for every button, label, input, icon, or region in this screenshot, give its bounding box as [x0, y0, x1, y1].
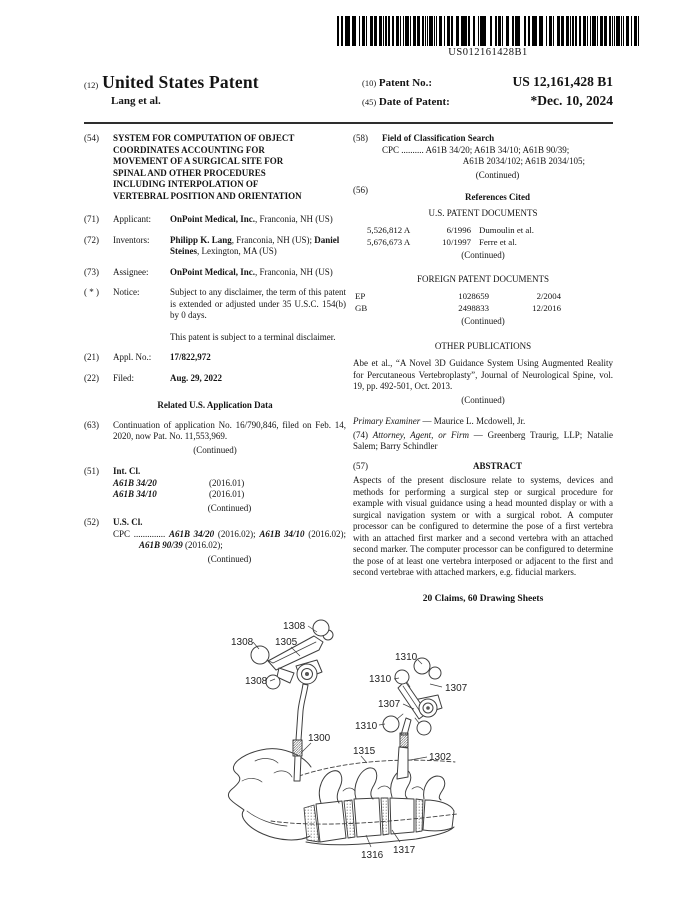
abstract-heading: ABSTRACT	[472, 460, 522, 471]
ref-label-1310-mid: 1310	[369, 674, 392, 685]
section-notice	[84, 287, 346, 343]
pin-knurl	[293, 740, 302, 756]
vertebral-body	[390, 798, 414, 834]
field-72: (72)	[84, 234, 99, 245]
foreign-date: 12/2016	[532, 302, 561, 313]
int-cl-year: (2016.01)	[209, 489, 245, 499]
section-abstract	[353, 461, 613, 473]
ref-label-1315: 1315	[353, 746, 376, 757]
patent-drawing-spine-markers	[211, 611, 496, 899]
invention-title: SYSTEM FOR COMPUTATION OF OBJECT COORDINATES ACCOUNTING FOR MOVEMENT OF A SURGICAL SITE FOR SPINAL AND OTHER PROCEDURES INCLUDING INTERPOLATION OF VERTEBRAL POSITION AND ORIENTATION	[113, 133, 302, 201]
field-search-heading: Field of Classification Search	[382, 133, 495, 143]
assignee-value: OnPoint Medical, Inc., Franconia, NH (US)	[170, 266, 333, 277]
marker-sphere	[383, 716, 399, 732]
disc	[381, 798, 389, 835]
ref-label-1307-mid: 1307	[378, 699, 401, 710]
spinous-process	[319, 771, 341, 803]
cpc-label: CPC	[113, 528, 131, 539]
marker-sphere	[429, 667, 441, 679]
continuation-text: Continuation of application No. 16/790,846, filed on Feb. 14, 2020, now Pat. No. 11,553,969.	[113, 419, 346, 441]
header-divider	[84, 122, 613, 124]
header-left	[84, 72, 354, 107]
field-search-line2: A61B 2034/102; A61B 2034/105;	[462, 156, 585, 166]
patent-number-label	[362, 77, 432, 89]
marker-sphere	[266, 675, 280, 689]
attorney-line: (74) Attorney, Agent, or Firm — Greenberg Traurig, LLP; Natalie Salem; Barry Schindler	[353, 429, 614, 451]
foreign-number: 1028659	[458, 291, 489, 301]
assignee-label: Assignee:	[113, 266, 149, 277]
int-cl-heading: Int. Cl.	[113, 466, 141, 476]
ref-label-1305: 1305	[275, 637, 298, 648]
us-patent-row	[353, 237, 613, 249]
field-51: (51)	[84, 466, 99, 476]
continued-note: (Continued)	[207, 502, 252, 513]
ref-label-1307-right: 1307	[445, 683, 468, 694]
cpc-dots: ..............	[133, 528, 166, 539]
header-right	[362, 74, 613, 112]
int-cl-row	[113, 478, 346, 490]
patent-date-value: *Dec. 10, 2024	[530, 93, 613, 108]
field-57: (57)	[353, 460, 368, 471]
us-cl-heading: U.S. Cl.	[113, 517, 143, 527]
field-71: (71)	[84, 214, 99, 224]
field-56: (56)	[353, 185, 368, 195]
section-title	[84, 133, 346, 202]
ref-label-1308-top: 1308	[283, 621, 306, 632]
continued-note: (Continued)	[475, 169, 520, 180]
primary-examiner-line: Primary Examiner — Maurice L. Mcdowell, Jr.	[353, 416, 526, 426]
appl-no-value: 17/822,972	[170, 352, 211, 362]
continued-note: (Continued)	[461, 316, 505, 326]
foreign-patent-row	[353, 291, 613, 303]
abstract-text: Aspects of the present disclosure relate to systems, devices and methods for performing a surgical step or surgical procedure for example with visual guidance using a head mounted display or with a surgical navigation system or with a surgical robot. A computer processor can be configured to determine the pose of a first vertebra with an attached first marker and a second vertebra with an attached second marker. The computer processor can be configured to determine the pose of at least one vertebra interposed or adjacent to the first and second vertebrae with attached markers, e.g. fiducial markers.	[353, 475, 613, 577]
section-assignee	[84, 267, 346, 279]
references-heading: References Cited	[464, 192, 531, 202]
us-patent-row	[353, 225, 613, 237]
kind-code-number: (12)	[84, 80, 99, 90]
section-continuation	[84, 420, 346, 443]
patent-number-caption: Patent No.:	[378, 77, 433, 89]
cpc-codes: A61B 34/20 (2016.02); A61B 34/10 (2016.02); A61B 90/39 (2016.02);	[139, 528, 347, 550]
spinous-process	[424, 776, 445, 800]
related-data-heading: Related U.S. Application Data	[157, 400, 273, 410]
marker-sphere	[313, 620, 329, 636]
spine-drawing	[228, 749, 457, 845]
right-column	[353, 133, 613, 605]
patent-doc-name: Ferre et al.	[479, 236, 517, 247]
patent-doc-date: 6/1996	[446, 225, 471, 235]
blade-1302	[397, 747, 408, 779]
foreign-country: GB	[355, 302, 368, 313]
inventor-short-name: Lang et al.	[111, 95, 161, 107]
int-cl-row	[113, 489, 346, 501]
ref-label-1308-low: 1308	[245, 676, 268, 687]
field-63: (63)	[84, 419, 99, 430]
vertebral-body	[354, 798, 381, 837]
pin-tip	[294, 756, 301, 781]
field-58: (58)	[353, 133, 368, 143]
applicant-value: OnPoint Medical, Inc., Franconia, NH (US)	[170, 214, 333, 224]
field-21: (21)	[84, 352, 99, 362]
pin-knurl	[400, 733, 408, 747]
disc	[416, 799, 423, 832]
field-73: (73)	[84, 266, 99, 277]
vertebral-body	[316, 801, 346, 842]
ref-label-1302: 1302	[429, 752, 452, 763]
section-inventors	[84, 235, 346, 258]
section-int-cl	[84, 466, 346, 514]
section-filed	[84, 373, 346, 385]
notice-paragraph-2: This patent is subject to a terminal disclaimer.	[170, 331, 336, 342]
other-pubs-text: Abe et al., “A Novel 3D Guidance System Using Augmented Reality for Percutaneous Vertebroplasty”, Journal of Neurological Spine, vol. 19, pp. 492-501, Oct. 2013.	[353, 358, 613, 391]
patent-date-row	[362, 93, 613, 109]
other-pubs-heading: OTHER PUBLICATIONS	[434, 340, 532, 351]
document-kind-title: United States Patent	[102, 72, 259, 92]
interpolation-line-lower	[271, 814, 457, 824]
inventors-value: Philipp K. Lang, Franconia, NH (US); Daniel Steines, Lexington, MA (US)	[170, 234, 340, 256]
field-54: (54)	[84, 133, 99, 143]
foreign-patent-row	[353, 303, 613, 315]
us-patent-docs-heading: U.S. PATENT DOCUMENTS	[428, 207, 538, 218]
int-cl-year: (2016.01)	[209, 477, 245, 488]
continued-note: (Continued)	[461, 250, 505, 260]
patent-date-caption: Date of Patent:	[378, 96, 450, 108]
foreign-number: 2498833	[458, 302, 489, 313]
field-search-line1: CPC .......... A61B 34/20; A61B 34/10; A61B 90/39;	[382, 144, 570, 155]
applicant-label: Applicant:	[113, 214, 151, 224]
ref-label-1310-top: 1310	[395, 652, 418, 663]
patent-doc-number: 5,526,812 A	[367, 225, 411, 235]
section-appl-no	[84, 352, 346, 364]
patent-doc-number: 5,676,673 A	[367, 236, 411, 247]
filed-value: Aug. 29, 2022	[170, 372, 223, 383]
section-references	[353, 185, 613, 204]
rod-1300	[296, 684, 308, 740]
int-cl-code: A61B 34/20	[113, 477, 157, 488]
ref-label-1316: 1316	[361, 850, 384, 861]
ref-label-1310-low: 1310	[355, 721, 378, 732]
int-cl-code: A61B 34/10	[113, 489, 157, 499]
ref-label-1317: 1317	[393, 845, 416, 856]
us-cl-cpc-line	[113, 529, 346, 552]
continued-note: (Continued)	[193, 444, 237, 455]
left-column	[84, 133, 346, 574]
patent-date-label	[362, 96, 450, 108]
barcode-image	[337, 16, 639, 46]
appl-no-label: Appl. No.:	[113, 352, 152, 362]
ref-label-1300: 1300	[308, 733, 331, 744]
field-star: ( * )	[84, 287, 99, 297]
spinous-process	[355, 768, 377, 799]
document-kind	[84, 72, 354, 93]
marker-sphere	[251, 646, 269, 664]
continued-note: (Continued)	[207, 553, 252, 564]
filed-label: Filed:	[113, 372, 135, 383]
patent-date-code: (45)	[362, 97, 377, 107]
patent-number-code: (10)	[362, 78, 377, 88]
inventors-label: Inventors:	[113, 234, 150, 245]
foreign-date: 2/2004	[536, 291, 561, 301]
section-field-search	[353, 133, 613, 181]
ref-label-1308-left: 1308	[231, 637, 254, 648]
field-52: (52)	[84, 517, 99, 527]
foreign-country: EP	[355, 291, 366, 301]
patent-doc-name: Dumoulin et al.	[479, 225, 534, 235]
barcode-number: US012161428B1	[448, 47, 528, 58]
claims-line: 20 Claims, 60 Drawing Sheets	[422, 593, 544, 604]
notice-paragraph-1: Subject to any disclaimer, the term of this patent is extended or adjusted under 35 U.S.C. 154(b) by 0 days.	[170, 287, 346, 320]
foreign-docs-heading: FOREIGN PATENT DOCUMENTS	[416, 273, 550, 284]
patent-doc-date: 10/1997	[442, 236, 471, 247]
continued-note: (Continued)	[461, 394, 505, 405]
barcode	[337, 16, 639, 58]
notice-value	[170, 287, 346, 343]
field-22: (22)	[84, 372, 99, 383]
section-us-cl	[84, 517, 346, 565]
patent-number-value: US 12,161,428 B1	[512, 74, 613, 89]
section-applicant	[84, 214, 346, 226]
patent-number-row	[362, 74, 613, 90]
notice-label: Notice:	[113, 287, 140, 297]
vertebral-body	[423, 800, 454, 831]
